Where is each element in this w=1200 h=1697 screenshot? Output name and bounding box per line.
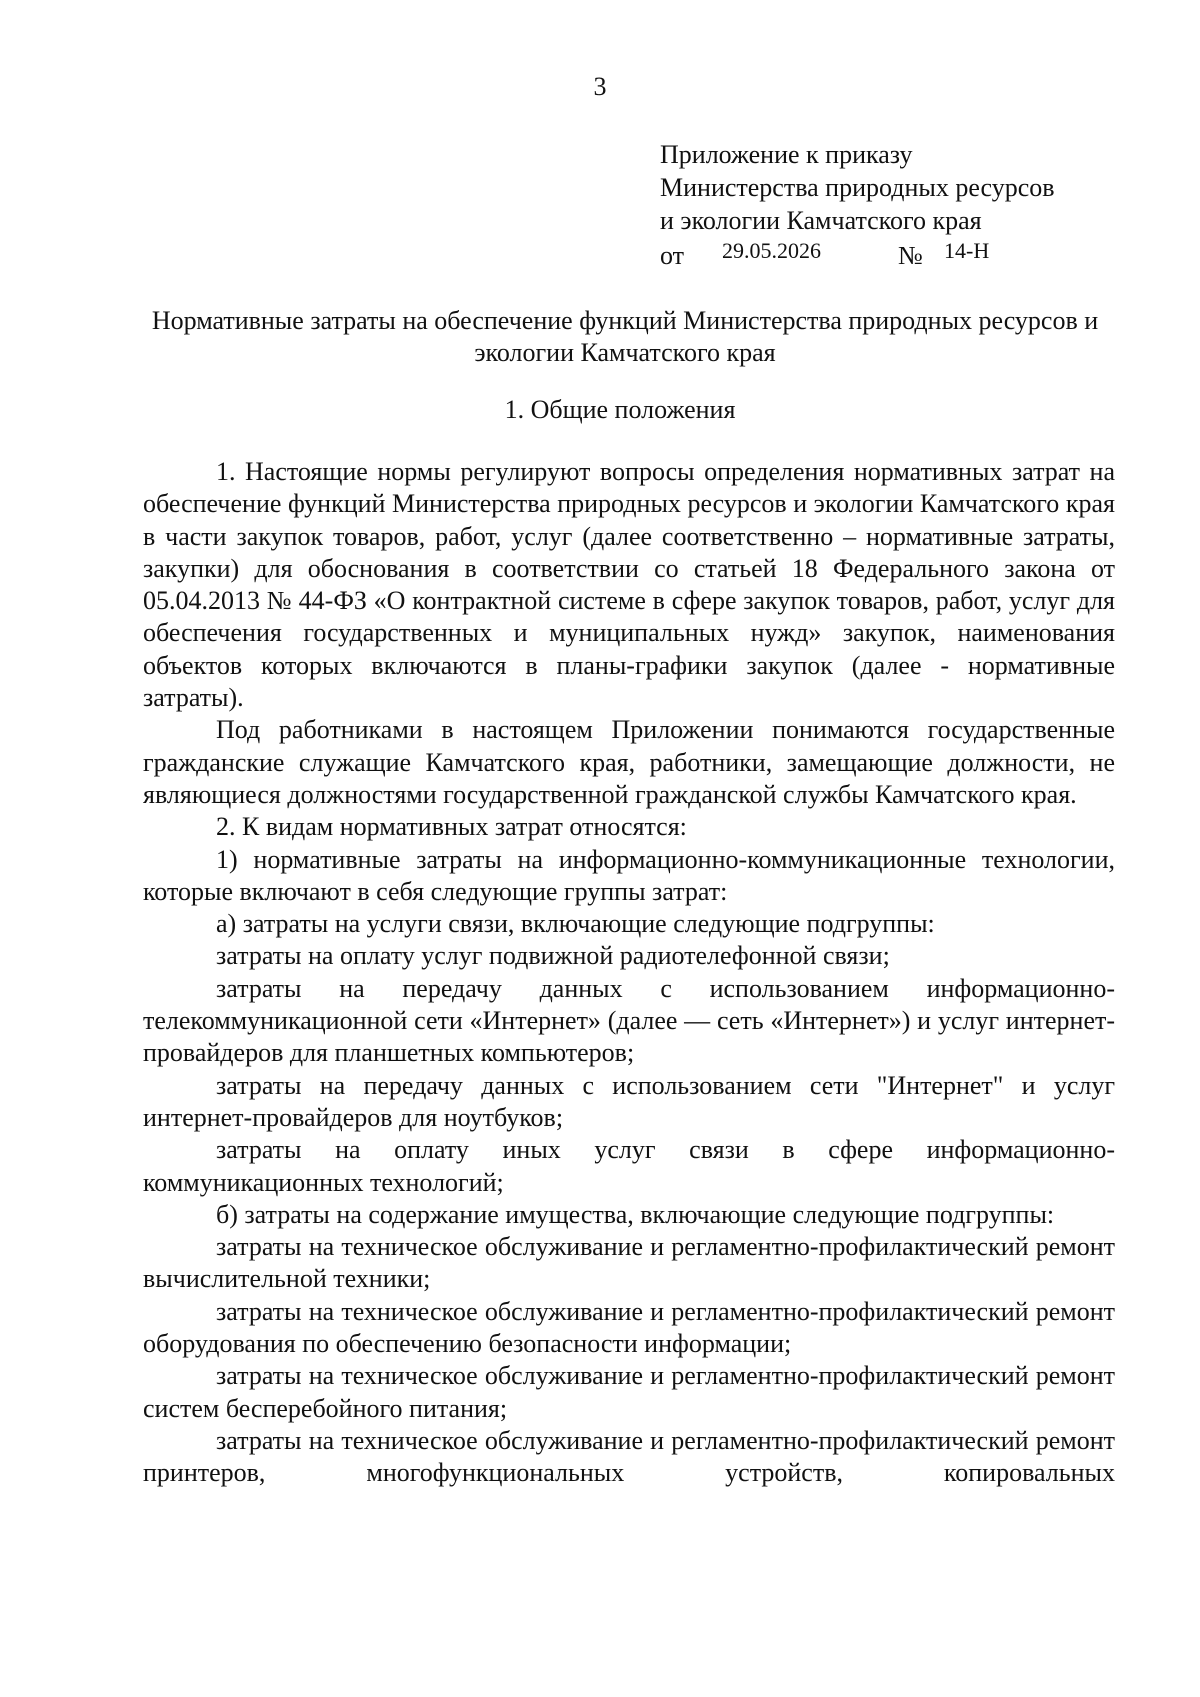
paragraph: затраты на передачу данных с использованием информационно-телекоммуникационной сети «Интернет» (далее — сеть «Интернет») и услуг интернет-провайдеров для планшетных компьютеров;: [143, 973, 1115, 1068]
appendix-line-3: и экологии Камчатского края: [660, 206, 982, 235]
order-from-label: от: [660, 241, 685, 270]
paragraph: 1. Настоящие нормы регулируют вопросы определения нормативных затрат на обеспечение функций Министерства природных ресурсов и экологии Камчатского края в части закупок товаров, работ, услуг (далее соответственно – нормативные затраты, закупки) для обоснования в соответствии со статьей 18 Федерального закона от 05.04.2013 № 44-ФЗ «О контрактной системе в сфере закупок товаров, работ, услуг для обеспечения государственных и муниципальных нужд» закупок, наименования объектов которых включаются в планы-графики закупок (далее - нормативные затраты).: [143, 457, 1115, 713]
appendix-line-2: Министерства природных ресурсов: [660, 173, 1055, 202]
paragraph: б) затраты на содержание имущества, включающие следующие подгруппы:: [216, 1199, 1055, 1229]
section-heading: 1. Общие положения: [504, 395, 736, 424]
appendix-block: [660, 138, 1160, 277]
order-number: 14-Н: [944, 238, 990, 263]
paragraph: 1) нормативные затраты на информационно-коммуникационные технологии, которые включают в себя следующие группы затрат:: [143, 844, 1115, 906]
paragraph: затраты на техническое обслуживание и регламентно-профилактический ремонт вычислительной техники;: [143, 1232, 1115, 1294]
order-number-label: №: [898, 241, 923, 270]
paragraph: Под работниками в настоящем Приложении понимаются государственные гражданские служащие Камчатского края, работники, замещающие должности, не являющиеся должностями государственной гражданской службы Камчатского края.: [143, 715, 1115, 809]
paragraph: затраты на техническое обслуживание и регламентно-профилактический ремонт оборудования по обеспечению безопасности информации;: [143, 1296, 1115, 1359]
appendix-line-1: Приложение к приказу: [660, 140, 913, 169]
paragraph: затраты на оплату услуг подвижной радиотелефонной связи;: [216, 941, 890, 971]
paragraph: затраты на техническое обслуживание и регламентно-профилактический ремонт систем бесперебойного питания;: [143, 1361, 1115, 1423]
order-date: 29.05.2026: [722, 238, 821, 263]
paragraph: затраты на техническое обслуживание и регламентно-профилактический ремонт принтеров, многофункциональных устройств, копировальных: [143, 1425, 1115, 1488]
document-title: Нормативные затраты на обеспечение функций Министерства природных ресурсов и экологии Камчатского края: [151, 306, 1099, 367]
order-meta-line: [660, 237, 1160, 277]
paragraph: затраты на передачу данных с использованием сети "Интернет" и услуг интернет-провайдеров для ноутбуков;: [143, 1070, 1115, 1132]
page-number: 3: [593, 72, 607, 101]
document-body: [143, 456, 1115, 1490]
paragraph: 2. К видам нормативных затрат относятся:: [216, 812, 687, 842]
paragraph: затраты на оплату иных услуг связи в сфере информационно-коммуникационных технологий;: [143, 1135, 1115, 1197]
paragraph: а) затраты на услуги связи, включающие следующие подгруппы:: [216, 909, 935, 939]
